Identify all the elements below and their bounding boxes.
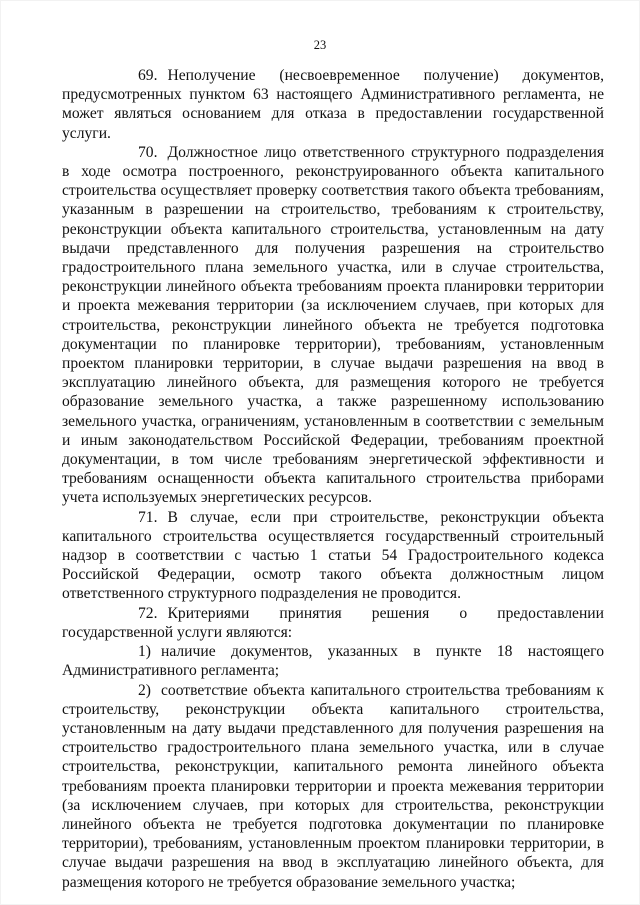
list-item-2 [62,681,604,892]
paragraph-text: Должностное лицо ответственного структурного подразделения в ходе осмотра построенного, реконструированного объекта капитального строительства осуществляет проверку соответствия такого объекта требованиям, указанным в разрешении на строительство, требованиям к строительству, реконструкции объекта капитального строительства, установленным на дату выдачи представленного для получения разрешения на строительство градостроительного плана земельного участка, или в случае строительства, реконструкции линейного объекта требованиям проекта планировки территории и проекта межевания территории (за исключением случаев, при которых для строительства, реконструкции линейного объекта не требуется подготовка документации по планировке территории), требованиям, установленным проектом планировки территории, в случае выдачи разрешения на ввод в эксплуатацию линейного объекта, для размещения которого не требуется образование земельного участка, а также разрешенному использованию земельного участка, ограничениям, установленным в соответствии с земельным и иным законодательством Российской Федерации, требованиям проектной документации, в том числе требованиям энергетической эффективности и требованиям оснащенности объекта капитального строительства приборами учета используемых энергетических ресурсов. [62,143,604,507]
paragraph-text: Неполучение (несвоевременное получение) документов, предусмотренных пунктом 63 настоящего Административного регламента, не может являться основанием для отказа в предоставлении государственной услуги. [62,67,604,142]
paragraph-number: 72. [138,604,158,622]
list-item-number: 2) [138,681,151,699]
paragraph-text: В случае, если при строительстве, реконструкции объекта капитального строительства осуществляется государственный строительный надзор в соответствии с частью 1 статьи 54 Градостроительного кодекса Российской Федерации, осмотр такого объекта должностным лицом ответственного структурного подразделения не проводится. [62,508,604,603]
paragraph-71 [62,508,604,604]
paragraph-69 [62,66,604,143]
paragraph-number: 71. [138,508,158,526]
list-item-1 [62,642,604,680]
list-item-text: соответствие объекта капитального строительства требованиям к строительству, реконструкции объекта капитального строительства, установленным на дату выдачи представленного для получения разрешения на строительство градостроительного плана земельного участка, или в случае строительства, реконструкции, капитального ремонта линейного объекта требованиям проекта планировки территории и проекта межевания территории (за исключением случаев, при которых для строительства, реконструкции линейного объекта не требуется подготовка документации по планировке территории), требованиям, установленным проектом планировки территории, в случае выдачи разрешения на ввод в эксплуатацию линейного объекта, для размещения которого не требуется образование земельного участка; [62,681,604,891]
paragraph-number: 69. [138,67,158,84]
paragraph-70 [62,143,604,508]
paragraph-72 [62,604,604,642]
document-body [62,66,604,892]
list-item-text: наличие документов, указанных в пункте 18 настоящего Административного регламента; [62,643,604,680]
paragraph-number: 70. [138,143,158,161]
page-number: 23 [313,38,327,52]
paragraph-text: Критериями принятия решения о предоставлении государственной услуги являются: [62,604,604,641]
list-item-number: 1) [138,643,151,661]
